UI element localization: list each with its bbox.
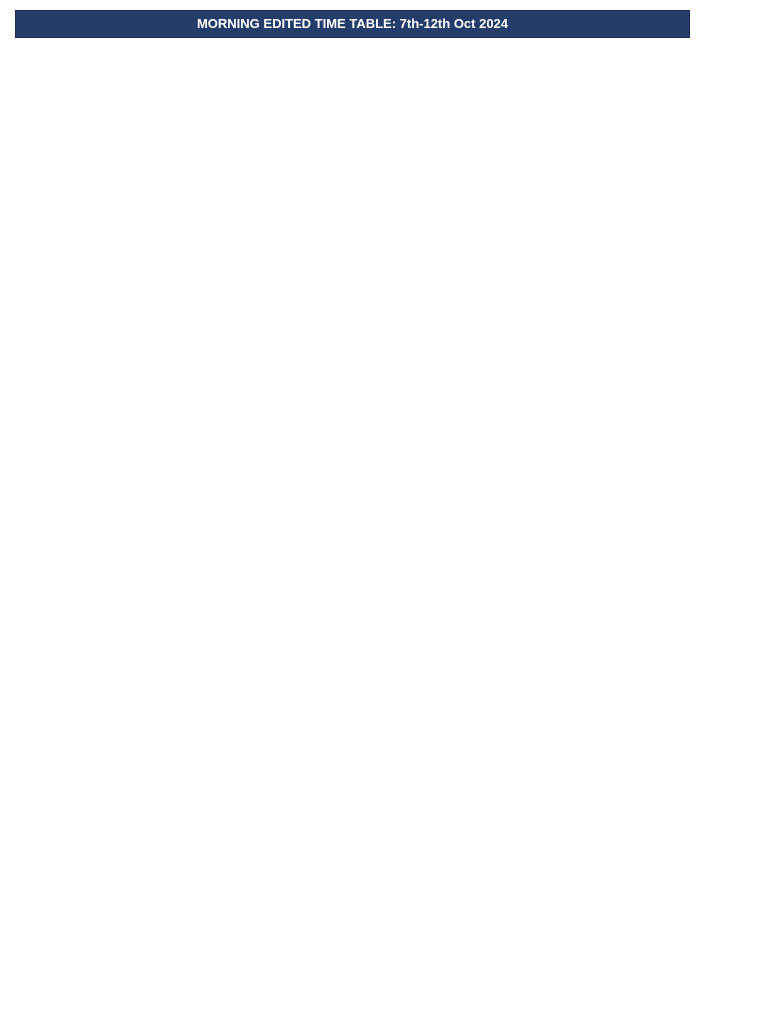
timetable-sheet — [15, 10, 690, 86]
page-title: MORNING EDITED TIME TABLE: 7th-12th Oct 2024 — [15, 10, 690, 38]
